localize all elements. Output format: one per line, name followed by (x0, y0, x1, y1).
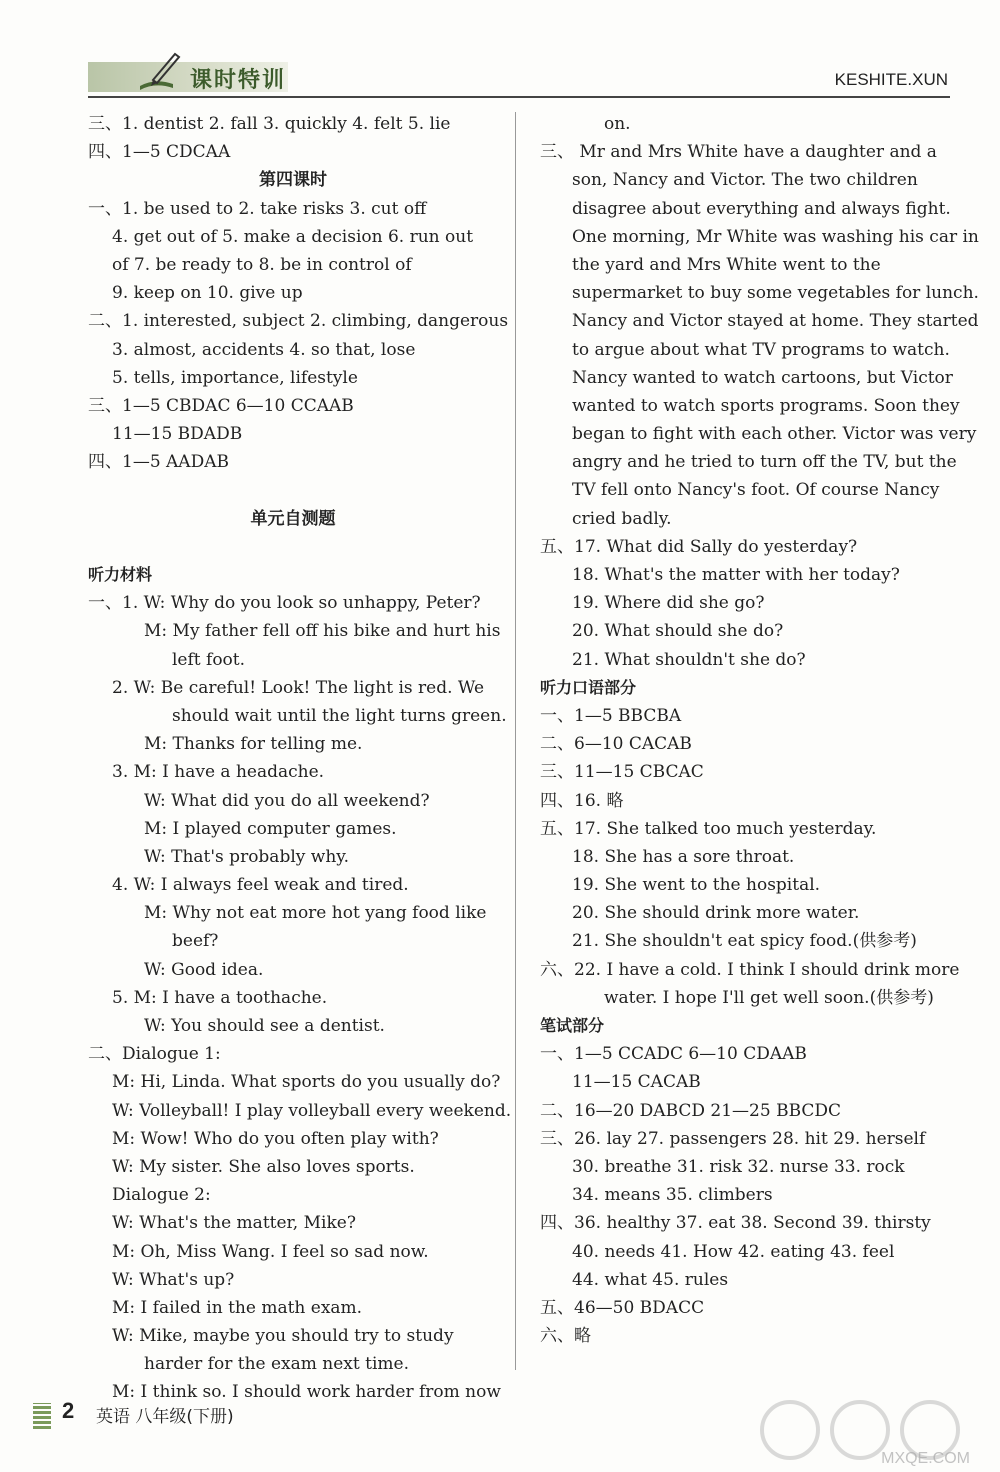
left-text-line: W: Good idea. (144, 959, 264, 980)
left-text-line: beef? (172, 931, 219, 952)
left-text-line: 二、1. interested, subject 2. climbing, dangerous (88, 311, 509, 332)
footer-mark (33, 1403, 51, 1429)
series-logo-text: 课时特训 (190, 68, 287, 93)
left-text-line: 三、1. dentist 2. fall 3. quickly 4. felt 5. lie (88, 114, 451, 134)
left-text-line: W: What did you do all weekend? (144, 790, 430, 811)
left-text-line: 二、Dialogue 1: (88, 1044, 221, 1065)
watermark-text: MXQE.COM (881, 1450, 970, 1467)
left-text-line: 4. get out of 5. make a decision 6. run out (112, 226, 474, 247)
right-text-line: 听力口语部分 (540, 677, 637, 697)
left-text-line: 三、1—5 CBDAC 6—10 CCAAB (88, 395, 354, 416)
left-text-line: M: Hi, Linda. What sports do you usually do? (112, 1072, 501, 1093)
left-text-line: W: You should see a dentist. (144, 1016, 385, 1036)
right-text-line: Nancy wanted to watch cartoons, but Victor (572, 367, 953, 388)
left-text-line: 5. M: I have a toothache. (112, 987, 328, 1008)
left-text-line: M: Wow! Who do you often play with? (112, 1128, 439, 1149)
right-text-line: 二、6—10 CACAB (540, 734, 692, 755)
right-text-line: 笔试部分 (540, 1016, 605, 1035)
right-text-line: to argue about what TV programs to watch. (572, 339, 950, 360)
left-text-line: harder for the exam next time. (144, 1354, 409, 1375)
left-text-line: 四、1—5 CDCAA (88, 142, 231, 163)
right-text-line: the yard and Mrs White went to the (572, 254, 881, 275)
right-text-line: 五、17. She talked too much yesterday. (540, 818, 877, 839)
left-text-line: M: My father fell off his bike and hurt his (144, 621, 501, 642)
left-text-line: left foot. (172, 649, 246, 670)
left-text-line: M: I think so. I should work harder from now (112, 1382, 501, 1403)
right-text-line: water. I hope I'll get well soon.(供参考) (604, 987, 934, 1008)
right-text-line: 18. She has a sore throat. (572, 846, 795, 867)
left-column (88, 110, 512, 1407)
right-text-line: 一、1—5 BBCBA (540, 705, 682, 726)
left-text-line: 四、1—5 AADAB (88, 452, 229, 473)
left-text-line: M: I played computer games. (144, 818, 397, 839)
left-text-line: 一、1. be used to 2. take risks 3. cut off (88, 198, 427, 219)
right-text-line: angry and he tried to turn off the TV, but the (572, 452, 957, 473)
left-text-line: 2. W: Be careful! Look! The light is red. We (112, 677, 485, 698)
right-text-line: 21. She shouldn't eat spicy food.(供参考) (572, 931, 917, 952)
left-text-line: Dialogue 2: (112, 1185, 211, 1206)
left-text-line: W: Volleyball! I play volleyball every weekend. (112, 1100, 512, 1121)
brand-label: KESHITE.XUN (834, 70, 948, 89)
left-text-line: of 7. be ready to 8. be in control of (112, 254, 412, 275)
right-column (540, 110, 979, 1350)
left-text-line: 3. almost, accidents 4. so that, lose (112, 339, 416, 360)
right-text-line: 18. What's the matter with her today? (572, 565, 900, 585)
left-text-line: W: What's up? (112, 1269, 235, 1290)
left-text-line: 一、1. W: Why do you look so unhappy, Peter? (88, 593, 481, 614)
right-text-line: supermarket to buy some vegetables for lunch. (572, 283, 979, 304)
right-text-line: began to fight with each other. Victor was very (572, 424, 977, 445)
column-divider (515, 112, 516, 1370)
right-text-line: TV fell onto Nancy's foot. Of course Nancy (572, 480, 940, 501)
right-text-line: 三、 Mr and Mrs White have a daughter and a (540, 142, 937, 163)
right-text-line: 19. Where did she go? (572, 593, 765, 614)
right-text-line: 21. What shouldn't she do? (572, 649, 806, 670)
left-text-line: 11—15 BDADB (112, 424, 243, 445)
left-text-line: W: What's the matter, Mike? (112, 1213, 356, 1234)
right-text-line: disagree about everything and always fight. (572, 198, 951, 219)
right-text-line: 19. She went to the hospital. (572, 875, 821, 896)
right-text-line: 二、16—20 DABCD 21—25 BBCDC (540, 1100, 842, 1121)
left-text-line: 第四课时 (259, 170, 327, 191)
right-text-line: 30. breathe 31. risk 32. nurse 33. rock (572, 1156, 905, 1177)
right-text-line: son, Nancy and Victor. The two children (572, 170, 918, 191)
left-text-line: W: That's probably why. (144, 846, 350, 867)
left-text-line: M: I failed in the math exam. (112, 1297, 363, 1318)
right-text-line: 34. means 35. climbers (572, 1185, 773, 1206)
right-text-line: 四、36. healthy 37. eat 38. Second 39. thirsty (540, 1213, 931, 1234)
left-text-line: W: Mike, maybe you should try to study (112, 1326, 454, 1347)
right-text-line: 六、略 (540, 1326, 591, 1347)
right-text-line: One morning, Mr White was washing his car in (572, 226, 979, 247)
right-text-line: 四、16. 略 (540, 790, 624, 811)
right-text-line: wanted to watch sports programs. Soon they (572, 395, 960, 416)
right-text-line: 六、22. I have a cold. I think I should drink more (540, 959, 960, 980)
pen-book-icon (135, 48, 185, 93)
right-text-line: 三、11—15 CBCAC (540, 762, 704, 783)
right-text-line: 40. needs 41. How 42. eating 43. feel (572, 1241, 895, 1262)
right-text-line: 五、46—50 BDACC (540, 1297, 705, 1318)
right-text-line: Nancy and Victor stayed at home. They started (572, 311, 979, 332)
right-text-line: cried badly. (572, 508, 672, 529)
left-text-line: 4. W: I always feel weak and tired. (112, 875, 409, 896)
left-text-line (88, 476, 498, 504)
left-text-line: 听力材料 (88, 565, 153, 584)
right-text-line: 三、26. lay 27. passengers 28. hit 29. herself (540, 1128, 926, 1149)
left-text-line: 5. tells, importance, lifestyle (112, 367, 358, 388)
right-text-line: 五、17. What did Sally do yesterday? (540, 536, 858, 557)
left-text-line: 单元自测题 (250, 508, 336, 529)
page-header (0, 0, 1000, 100)
left-text-line: should wait until the light turns green. (172, 705, 507, 726)
page-number: 2 (62, 1398, 75, 1423)
right-text-line: on. (604, 114, 631, 134)
left-text-line: M: Thanks for telling me. (144, 734, 363, 755)
right-text-line: 11—15 CACAB (572, 1072, 701, 1093)
left-text-line: M: Oh, Miss Wang. I feel so sad now. (112, 1241, 429, 1262)
left-text-line: W: My sister. She also loves sports. (112, 1156, 415, 1177)
header-rule (88, 96, 950, 98)
right-text-line: 20. She should drink more water. (572, 903, 860, 924)
left-text-line (88, 533, 498, 561)
left-text-line: M: Why not eat more hot yang food like (144, 903, 487, 924)
right-text-line: 一、1—5 CCADC 6—10 CDAAB (540, 1044, 807, 1065)
left-text-line: 3. M: I have a headache. (112, 762, 325, 783)
footer-title: 英语 八年级(下册) (96, 1407, 234, 1427)
left-text-line: 9. keep on 10. give up (112, 283, 303, 304)
right-text-line: 44. what 45. rules (572, 1269, 729, 1290)
right-text-line: 20. What should she do? (572, 621, 784, 642)
